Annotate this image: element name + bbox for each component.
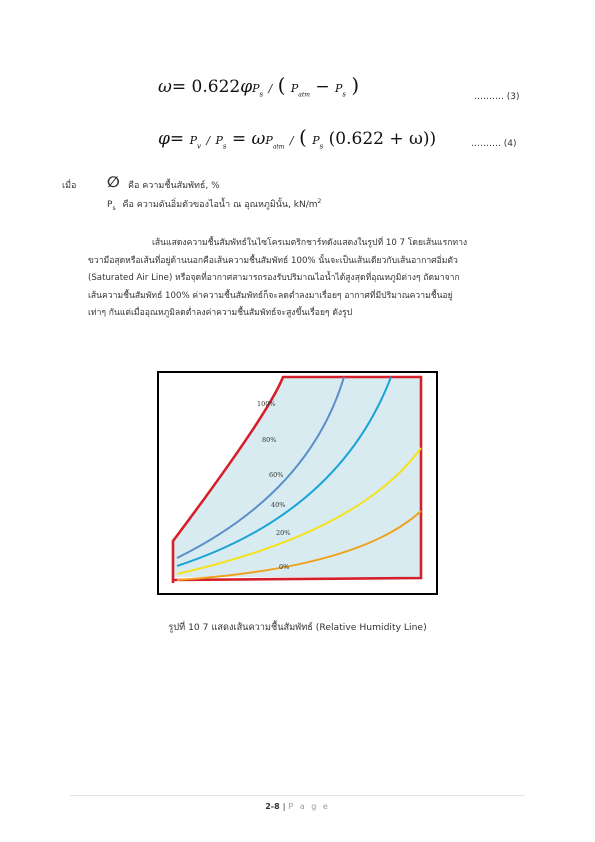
relative-humidity-diagram xyxy=(159,373,436,593)
equation-3: $\omega= 0.622\varphi P_s$ / ( $P_{atm} - P_s$ ) xyxy=(158,73,360,99)
definition-ps: $P_s$ คือ ความดันอิ่มตัวของไอน้ำ ณ อุณหภูมินั้น, $kN/m^2$ xyxy=(107,198,322,212)
phi-def-text: คือ ความชื้นสัมพัทธ์, % xyxy=(128,181,220,191)
page-number: 2-8 xyxy=(265,802,280,811)
when-label: เมื่อ xyxy=(62,181,77,191)
paragraph-line: เส้นแสดงความชื้นสัมพัทธ์ในไซโครเมตริกชาร์ทดังแสดงในรูปที่ 10 7 โดยเส้นแรกทาง xyxy=(152,238,468,248)
paragraph-line: เส้นความชื้นสัมพัทธ์ 100% ค่าความชื้นสัมพัทธ์ก็จะลดต่ำลงมาเรื่อยๆ อากาศที่มีปริมาณความชื้นอยู่ xyxy=(88,290,453,301)
description-paragraph xyxy=(88,235,528,323)
page-footer xyxy=(0,802,595,811)
equation-3-number: ………. (3) xyxy=(474,92,520,102)
equation-4-number: ………. (4) xyxy=(471,139,517,149)
rh-label-60: 60% xyxy=(269,471,284,479)
page-word: P a g e xyxy=(288,802,330,811)
footer-divider xyxy=(70,795,525,796)
omega-symbol: ω xyxy=(158,77,172,97)
ps-def-text: คือ ความดันอิ่มตัวของไอน้ำ ณ อุณหภูมินั้น, kN/m xyxy=(122,200,318,210)
paragraph-line: เท่าๆ กันแต่เมื่ออุณหภูมิลดต่ำลงค่าความชื้นสัมพัทธ์จะสูงขึ้นเรื่อยๆ ดังรูป xyxy=(88,308,353,319)
rh-label-0: 0% xyxy=(279,563,290,571)
paragraph-line: ขวามือสุดหรือเส้นที่อยู่ด้านนอกคือเส้นความชื้นสัมพัทธ์ 100% นั้นจะเป็นเส้นเดียวกับเส้นอากาศอิ่มตัว xyxy=(88,255,458,266)
chart-background-region xyxy=(173,377,421,577)
definition-phi xyxy=(62,173,220,192)
rh-label-80: 80% xyxy=(262,436,277,444)
rh-label-20: 20% xyxy=(276,529,291,537)
relative-humidity-figure xyxy=(157,371,438,595)
phi-def-symbol: ∅ xyxy=(107,173,120,191)
phi-symbol: φ xyxy=(158,129,170,149)
paragraph-line: (Saturated Air Line) หรือจุดที่อากาศสามารถรองรับปริมาณไอน้ำได้สูงสุดที่อุณหภูมิต่างๆ ถัดมาจาก xyxy=(88,273,460,284)
rh-label-40: 40% xyxy=(271,501,286,509)
equation-4: $\varphi= P_v / P_s = \omega P_{atm}$ / ( $P_s$ (0.622 + ω)) xyxy=(158,125,437,151)
footer-separator: | xyxy=(282,802,286,811)
rh-label-100: 100% xyxy=(257,400,276,408)
figure-caption: รูปที่ 10 7 แสดงเส้นความชื้นสัมพัทธ์ (Relative Humidity Line) xyxy=(168,622,427,633)
